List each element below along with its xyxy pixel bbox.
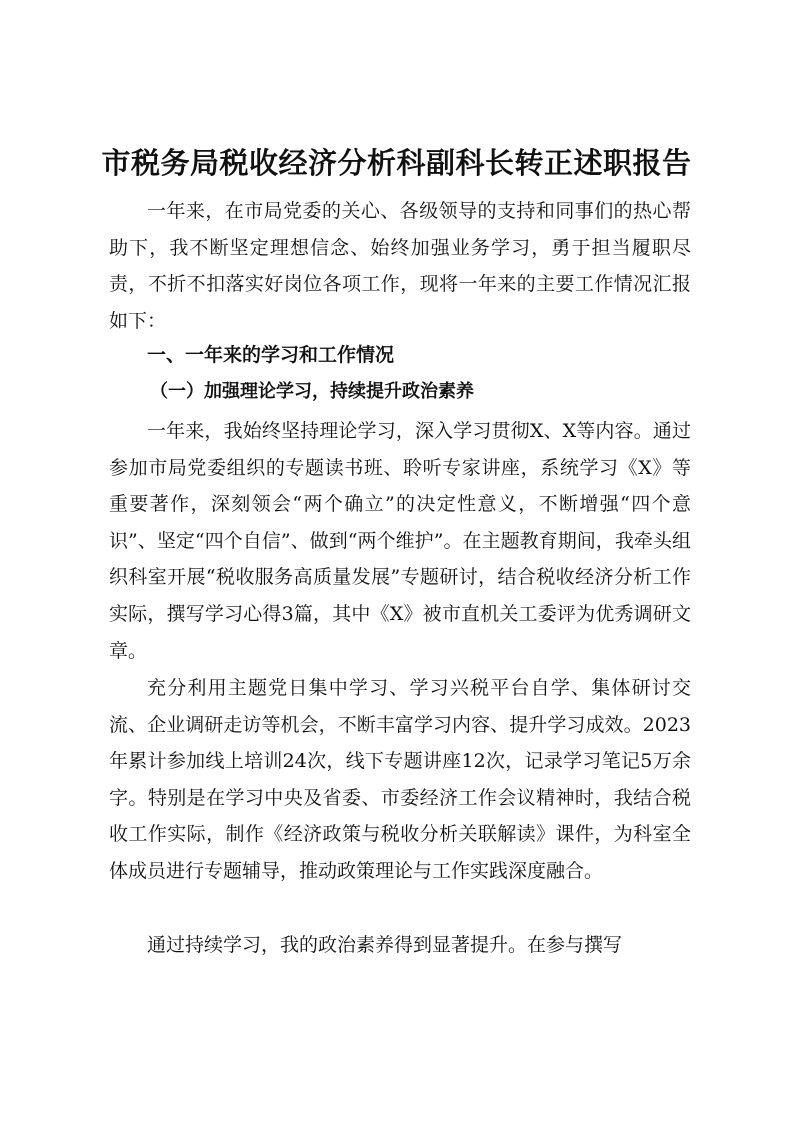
intro-paragraph: 一年来，在市局党委的关心、各级领导的支持和同事们的热心帮助下，我不断坚定理想信念、始终加强业务学习，勇于担当履职尽责，不折不扣落实好岗位各项工作，现将一年来的主要工作情况汇报如下： [109,200,691,332]
body-paragraph-2: 充分利用主题党日集中学习、学习兴税平台自学、集体研讨交流、企业调研走访等机会，不断丰富学习内容、提升学习成效。2023年累计参加线上培训24次，线下专题讲座12次，记录学习笔记5万余字。特别是在学习中央及省委、市委经济工作会议精神时，我结合税收工作实际，制作《经济政策与税收分析关联解读》课件，为科室全体成员进行专题辅导，推动政策理论与工作实践深度融合。 [109,677,691,882]
body-paragraph-1: 一年来，我始终坚持理论学习，深入学习贯彻X、X等内容。通过参加市局党委组织的专题读书班、聆听专家讲座，系统学习《X》等重要著作，深刻领会“两个确立”的决定性意义，不断增强“四个意识”、坚定“四个自信”、做到“两个维护”。在主题教育期间，我牵头组织科室开展“税收服务高质量发展”专题研讨，结合税收经济分析工作实际，撰写学习心得3篇，其中《X》被市直机关工委评为优秀调研文章。 [109,420,691,662]
body-paragraph-3: 通过持续学习，我的政治素养得到显著提升。在参与撰写 [147,934,623,956]
document-title: 市税务局税收经济分析科副科长转正述职报告 [101,146,692,180]
section-heading: 一、一年来的学习和工作情况 [147,344,395,366]
subsection-heading: （一）加强理论学习，持续提升政治素养 [150,381,474,402]
